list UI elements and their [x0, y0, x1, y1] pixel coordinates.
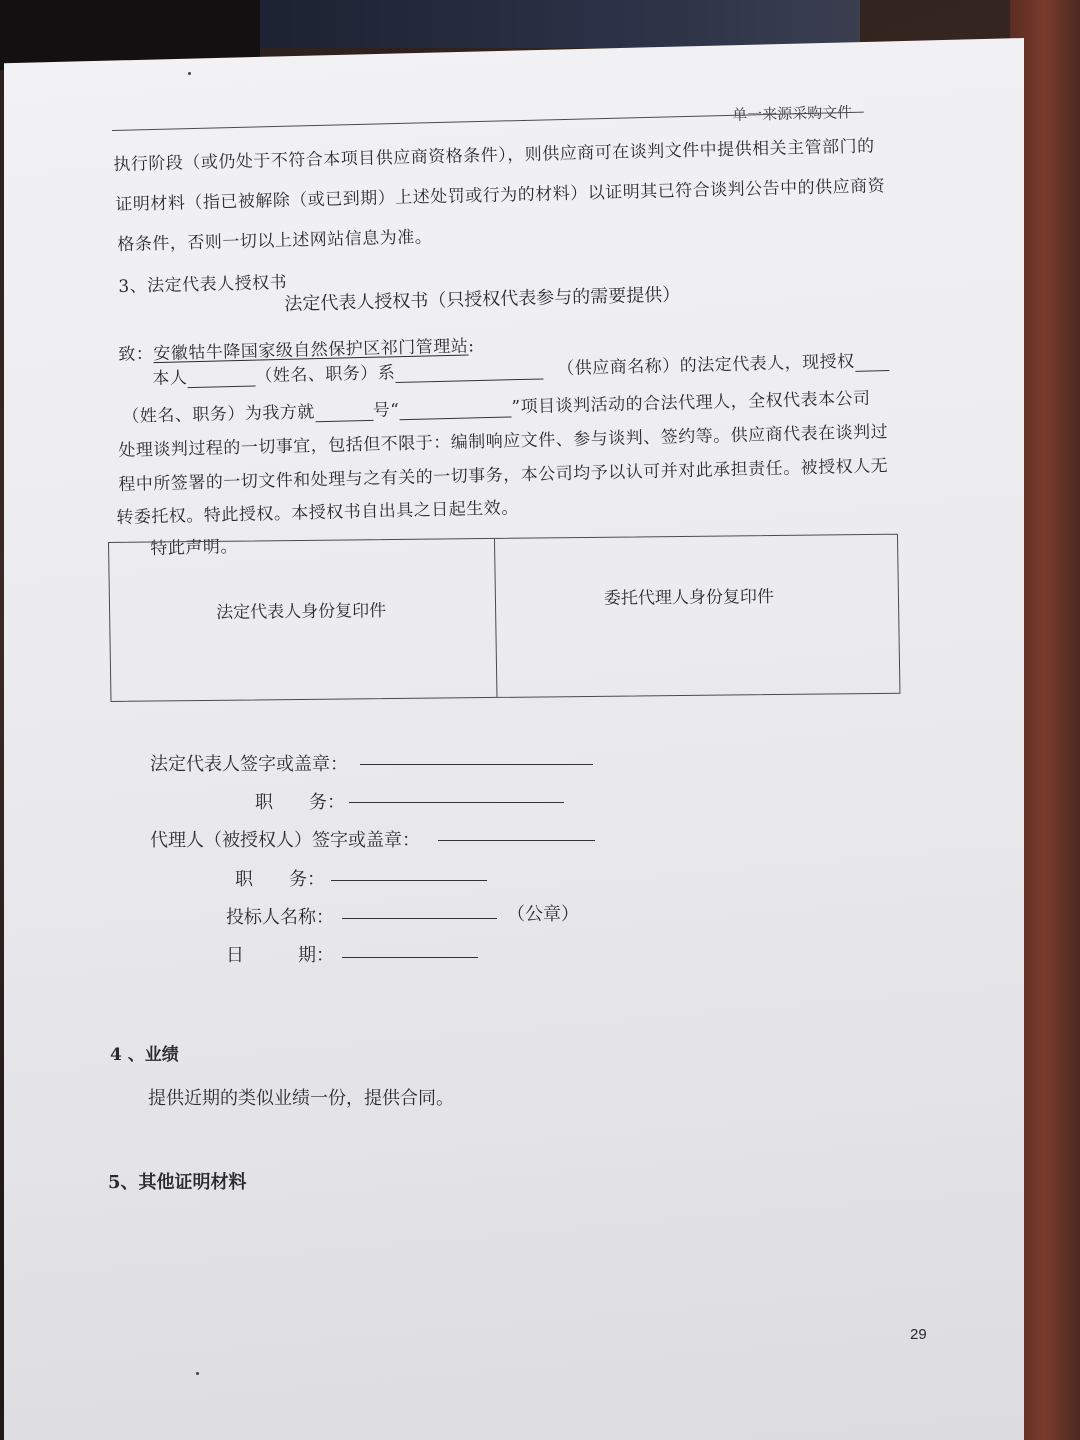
section-4-body: 提供近期的类似业绩一份，提供合同。	[148, 1088, 454, 1109]
bidder-name-label: 投标人名称：	[226, 907, 334, 928]
paper-speck	[188, 72, 191, 75]
authorization-subtitle: 法定代表人授权书（只授权代表参与的需要提供）	[284, 284, 681, 315]
id-copy-table	[108, 534, 900, 702]
document-header-title: 单一来源采购文件	[732, 103, 853, 124]
legal-rep-signature-label: 法定代表人签字或盖章：	[150, 754, 348, 775]
addressee-prefix: 致：	[118, 344, 154, 365]
official-seal-label: （公章）	[507, 904, 579, 925]
position-line-2	[331, 880, 487, 881]
body-text: 号“	[372, 400, 400, 421]
body-text: （姓名、职务）为我方就	[122, 402, 316, 427]
section-4-heading: 4 、业绩	[110, 1045, 179, 1065]
body-text: ”项目谈判活动的合法代理人，全权代表本公司	[511, 388, 871, 418]
legal-rep-signature-line	[360, 764, 593, 765]
id-copy-divider	[494, 539, 497, 697]
agent-signature-line	[438, 840, 595, 841]
date-label: 日 期：	[226, 945, 334, 966]
background-blue-object	[260, 0, 860, 48]
body-line-3: 处理谈判过程的一切事宜，包括但不限于：编制响应文件、参与谈判、签约等。供应商代表在谈判过	[118, 422, 889, 461]
declaration: 特此声明。	[150, 536, 239, 559]
position-label-2: 职 务：	[235, 869, 325, 890]
paragraph-line: 执行阶段（或仍处于不符合本项目供应商资格条件），则供应商可在谈判文件中提供相关主管部门的	[113, 136, 875, 175]
position-line-1	[349, 802, 564, 803]
paper-speck	[196, 1372, 199, 1375]
body-text: （姓名、职务）系	[255, 363, 396, 387]
paragraph-line: 证明材料（指已被解除（或已到期）上述处罚或行为的材料）以证明其已符合谈判公告中的供应商资	[115, 176, 886, 215]
page-number: 29	[910, 1326, 927, 1343]
body-line-5: 转委托权。特此授权。本授权书自出具之日起生效。	[116, 498, 519, 528]
legal-rep-id-copy-label: 法定代表人身份复印件	[215, 601, 387, 623]
body-text: （供应商名称）的法定代表人，现授权	[557, 351, 855, 380]
addressee-name: 安徽牯牛降国家级自然保护区祁门管理站	[153, 336, 469, 365]
position-label-1: 职 务：	[255, 792, 345, 813]
date-line	[342, 957, 478, 958]
addressee-suffix: :	[468, 336, 475, 357]
agent-id-copy-label: 委托代理人身份复印件	[603, 587, 775, 609]
section-5-heading: 5、其他证明材料	[108, 1172, 247, 1193]
bidder-name-line	[342, 918, 497, 919]
body-text: 本人	[152, 368, 188, 389]
paragraph-line: 格条件，否则一切以上述网站信息为准。	[117, 227, 433, 255]
section-3-heading: 3、法定代表人授权书	[118, 272, 288, 297]
body-line-4: 程中所签署的一切文件和处理与之有关的一切事务，本公司均予以认可并对此承担责任。被授权人无	[118, 456, 889, 495]
agent-signature-label: 代理人（被授权人）签字或盖章：	[150, 830, 420, 851]
